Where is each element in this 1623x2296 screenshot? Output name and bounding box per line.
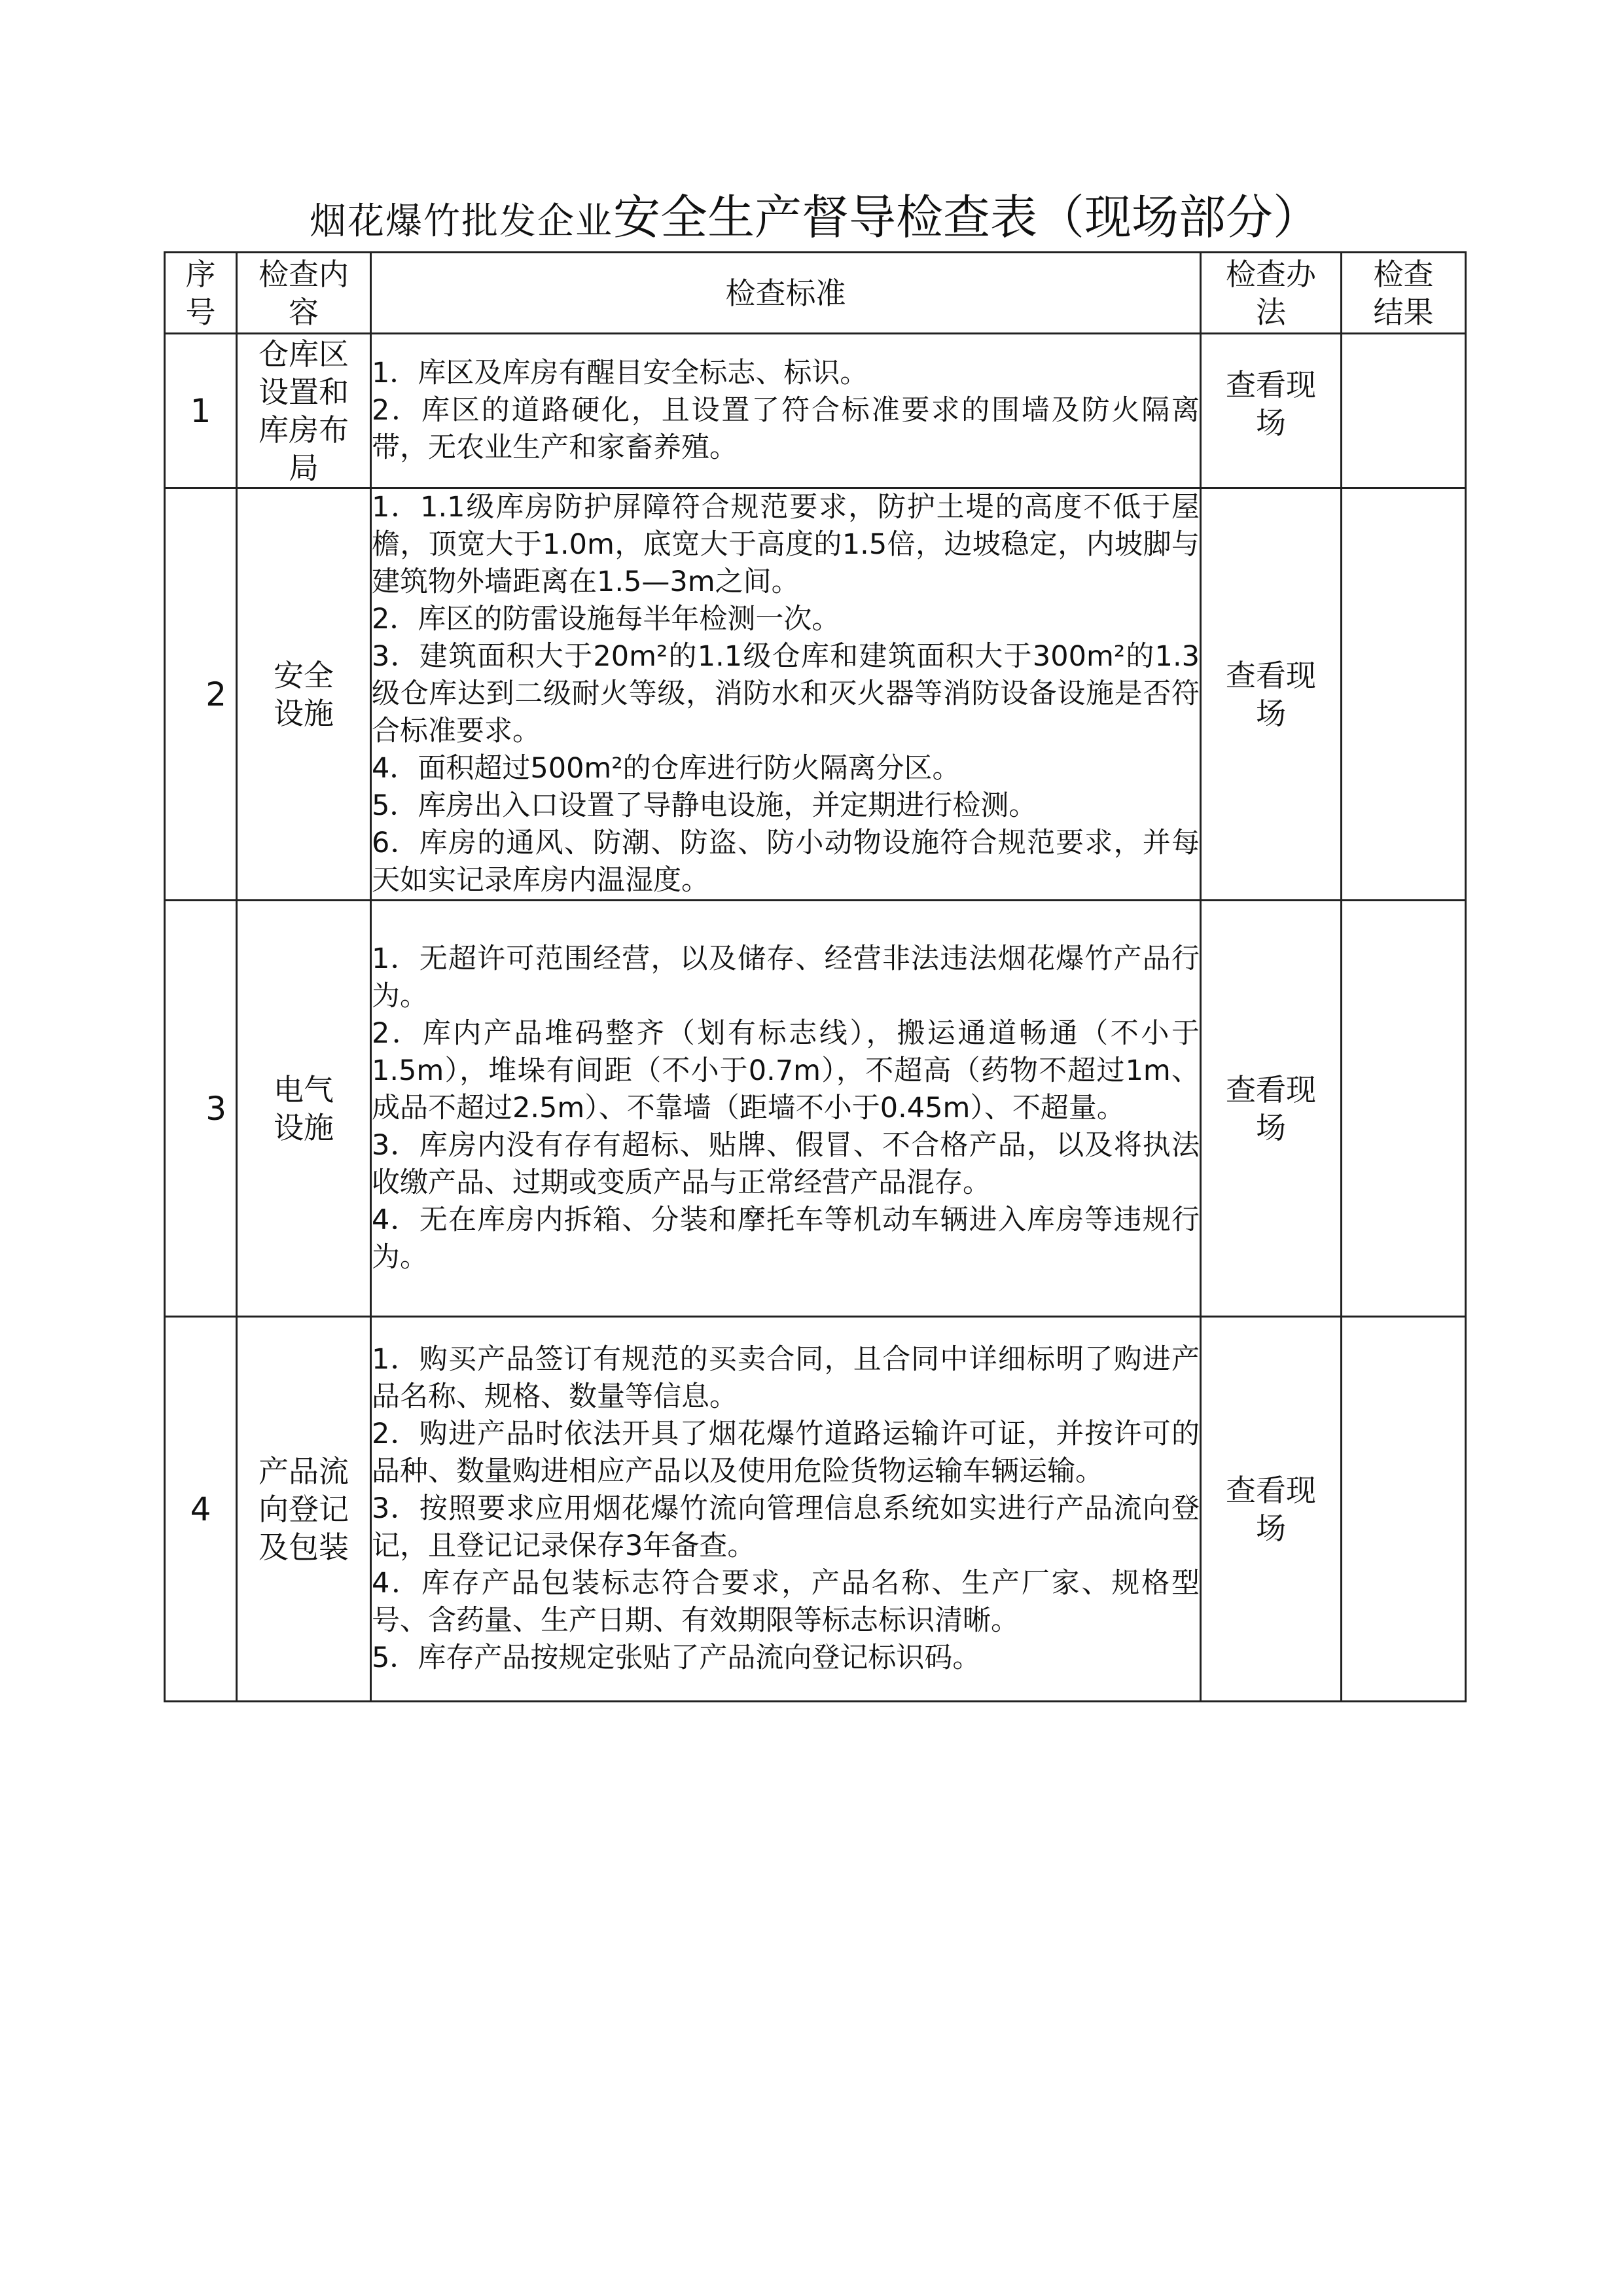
header-index: 序号 [165,253,237,334]
header-item: 检查内容 [237,253,371,334]
row-method: 查看现场 [1201,901,1342,1317]
row-result [1342,901,1466,1317]
standard-line: 5．库存产品按规定张贴了产品流向登记标识码。 [372,1641,981,1674]
header-method: 检查办法 [1201,253,1342,334]
standard-line: 3．库房内没有存有超标、贴牌、假冒、不合格产品，以及将执法收缴产品、过期或变质产品与正常经营产品混存。 [372,1129,1200,1199]
row-standards [371,488,1201,901]
row-item: 产品流向登记及包装 [237,1317,371,1702]
row-method: 查看现场 [1201,1317,1342,1702]
standard-line: 2．购进产品时依法开具了烟花爆竹道路运输许可证，并按许可的品种、数量购进相应产品以及使用危险货物运输车辆运输。 [372,1418,1200,1488]
row-index: 4 [165,1317,237,1702]
table-row [165,901,1466,1317]
row-result [1342,334,1466,488]
row-item: 安全设施 [237,488,371,901]
table-header-row [165,253,1466,334]
row-index: 1 [165,334,237,488]
row-standards [371,901,1201,1317]
standard-line: 3．建筑面积大于20m²的1.1级仓库和建筑面积大于300m²的1.3级仓库达到二级耐火等级，消防水和灭火器等消防设备设施是否符合标准要求。 [372,640,1200,747]
standard-line: 3．按照要求应用烟花爆竹流向管理信息系统如实进行产品流向登记，且登记记录保存3年备查。 [372,1492,1200,1562]
standard-line: 4．无在库房内拆箱、分装和摩托车等机动车辆进入库房等违规行为。 [372,1204,1200,1274]
header-standard: 检查标准 [371,253,1201,334]
inspection-table [164,251,1467,1702]
table-row [165,334,1466,488]
standard-line: 1．1.1级库房防护屏障符合规范要求，防护土堤的高度不低于屋檐，顶宽大于1.0m，底宽大于高度的1.5倍，边坡稳定，内坡脚与建筑物外墙距离在1.5—3m之间。 [372,491,1200,598]
header-result: 检查结果 [1342,253,1466,334]
standard-line: 6．库房的通风、防潮、防盗、防小动物设施符合规范要求，并每天如实记录库房内温湿度。 [372,827,1200,897]
row-method: 查看现场 [1201,488,1342,901]
standard-line: 4．面积超过500m²的仓库进行防火隔离分区。 [372,752,961,785]
row-index: 3 [165,901,237,1317]
standard-line: 2．库内产品堆码整齐（划有标志线），搬运通道畅通（不小于1.5m），堆垛有间距（不小于0.7m），不超高（药物不超过1m、成品不超过2.5m）、不靠墙（距墙不小于0.45m）、不超量。 [372,1017,1200,1124]
standard-line: 2．库区的防雷设施每半年检测一次。 [372,603,840,636]
row-result [1342,488,1466,901]
row-method: 查看现场 [1201,334,1342,488]
standard-line: 1．购买产品签订有规范的买卖合同，且合同中详细标明了购进产品名称、规格、数量等信息。 [372,1343,1200,1413]
table-row [165,1317,1466,1702]
row-result [1342,1317,1466,1702]
row-standards [371,334,1201,488]
title-main: 安全生产督导检查表（现场部分） [613,190,1320,245]
row-index: 2 [165,488,237,901]
title-prefix: 烟花爆竹批发企业 [309,200,613,243]
row-standards [371,1317,1201,1702]
row-item: 电气设施 [237,901,371,1317]
standard-line: 4．库存产品包装标志符合要求，产品名称、生产厂家、规格型号、含药量、生产日期、有效期限等标志标识清晰。 [372,1567,1200,1637]
standard-line: 5．库房出入口设置了导静电设施，并定期进行检测。 [372,789,1037,822]
standard-line: 2．库区的道路硬化，且设置了符合标准要求的围墙及防火隔离带，无农业生产和家畜养殖。 [372,394,1200,464]
row-item: 仓库区设置和库房布局 [237,334,371,488]
standard-line: 1．无超许可范围经营，以及储存、经营非法违法烟花爆竹产品行为。 [372,942,1200,1013]
standard-line: 1．库区及库房有醒目安全标志、标识。 [372,357,868,389]
table-row [165,488,1466,901]
